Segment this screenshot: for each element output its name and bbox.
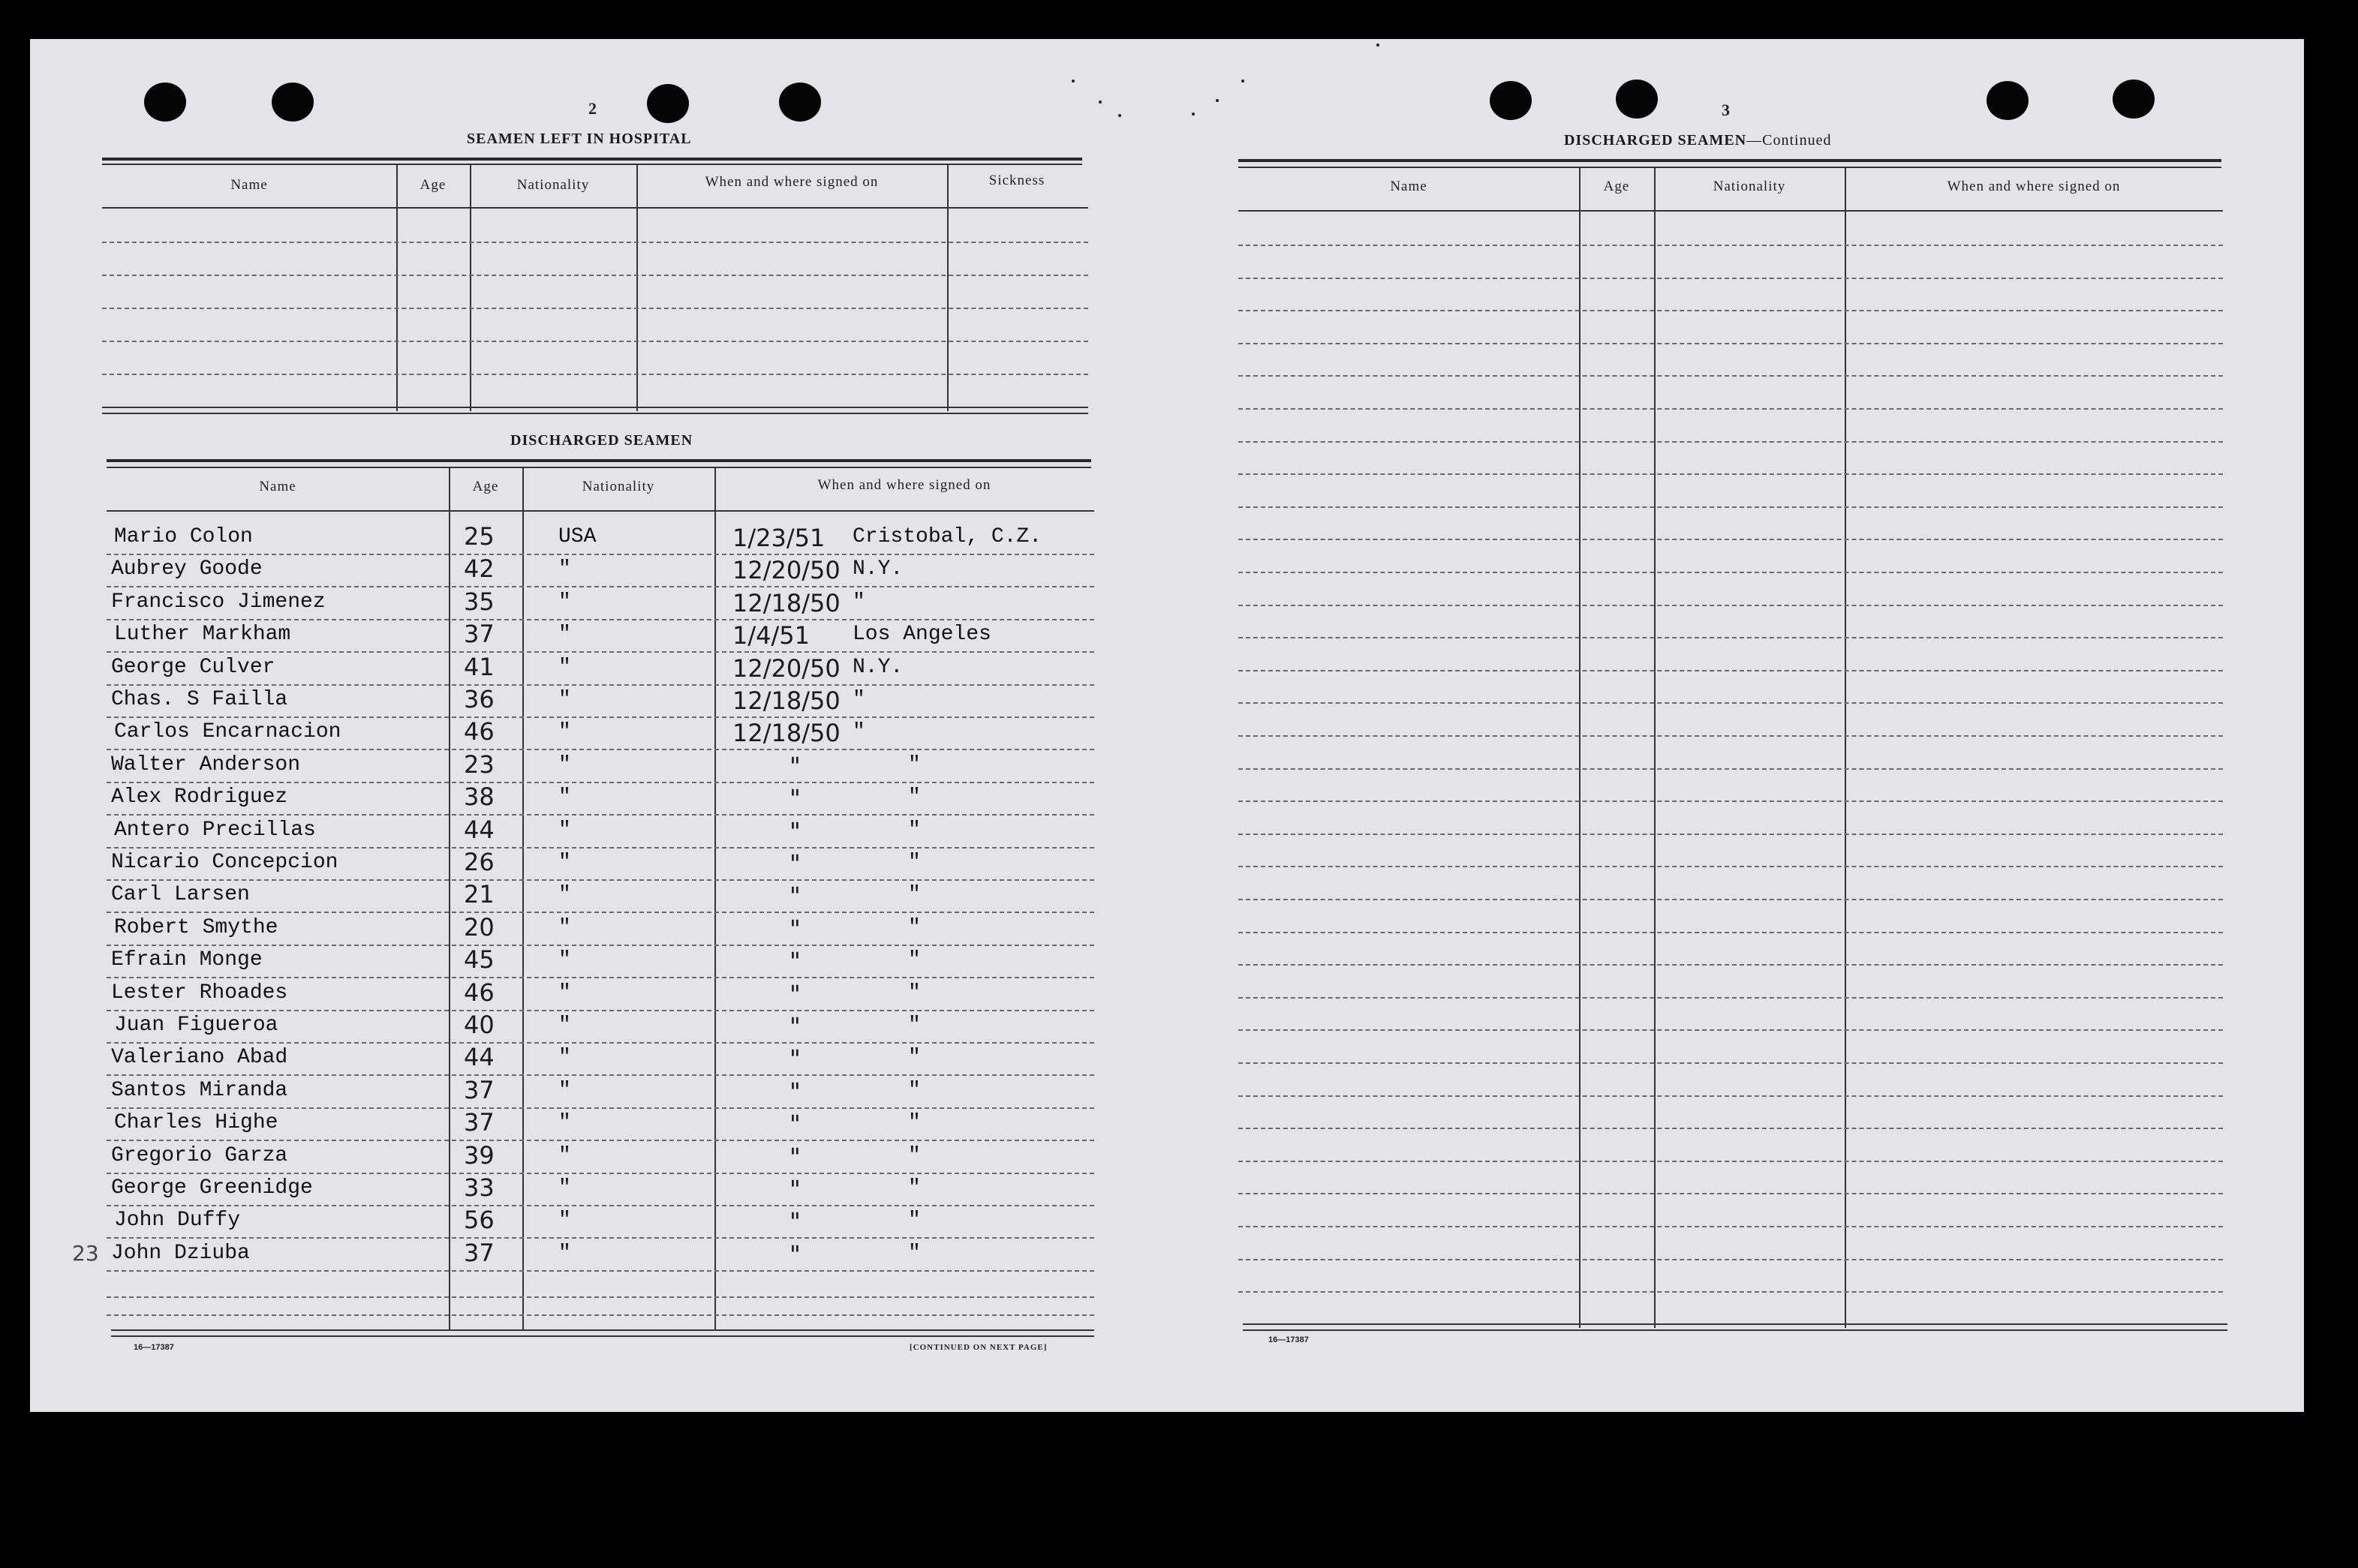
seaman-signed-place: " [908,1144,921,1167]
discharged-top-rule [107,459,1091,462]
margin-count: 23 [72,1241,99,1266]
hospital-bottom-rule-2 [102,413,1088,414]
table-row-rule [1238,964,2223,966]
seaman-signed-date: " [790,915,801,943]
table-row-rule [107,1270,1094,1272]
table-row-rule [1238,1226,2223,1227]
hospital-header-rule [102,207,1088,209]
table-row-rule [1238,278,2223,279]
punch-hole-3 [647,84,689,123]
table-row-rule [1238,735,2223,737]
seaman-name: George Greenidge [111,1176,313,1200]
seaman-name: Chas. S Failla [111,688,288,711]
seaman-age: 56 [464,1206,495,1234]
speck [1216,99,1219,102]
speck [1241,80,1244,83]
seaman-age: 33 [464,1173,495,1202]
seaman-name: Juan Figueroa [114,1014,278,1037]
seaman-name: Aubrey Goode [111,557,263,581]
table-row-rule [107,1107,1094,1109]
right-col-name: Name [1390,179,1427,194]
seaman-signed-place: " [908,819,921,842]
table-row-rule [1238,408,2223,410]
seaman-signed-date: " [790,947,801,975]
seaman-signed-date: " [790,849,801,878]
table-row-rule [1238,1128,2223,1129]
seaman-name: Antero Precillas [114,819,316,842]
seaman-signed-place: N.Y. [853,656,904,679]
table-row-rule [107,977,1094,978]
seaman-signed-place: " [908,1046,921,1069]
table-row-rule [107,1173,1094,1174]
table-row-rule [1238,702,2223,704]
seaman-nationality: " [558,883,571,906]
seaman-nationality: " [558,916,571,939]
seaman-nationality: " [558,720,571,743]
seaman-nationality: " [558,623,571,646]
right-col-divider [1654,167,1656,1328]
table-row-rule [1238,932,2223,933]
seaman-signed-date: " [790,1077,801,1106]
table-row-rule [1238,343,2223,344]
right-col-signed-on: When and where signed on [1947,179,2121,194]
seaman-signed-date: " [790,817,801,846]
hospital-row-rule [102,242,1088,243]
table-row-rule [107,945,1094,946]
table-row-rule [107,912,1094,913]
punch-hole-1 [144,83,186,122]
punch-hole-7 [1987,81,2029,120]
table-row-rule [107,847,1094,849]
seaman-nationality: " [558,948,571,972]
seaman-signed-date: " [790,1110,801,1138]
seaman-signed-date: " [790,1044,801,1073]
page-number-right: 3 [1722,101,1730,119]
continued-note: [CONTINUED ON NEXT PAGE] [910,1343,1048,1352]
table-row-rule [1238,637,2223,638]
seaman-name: John Dziuba [111,1242,250,1265]
seaman-signed-place: " [908,948,921,972]
table-row-rule [107,1010,1094,1011]
seaman-age: 42 [464,554,495,583]
seaman-signed-date: 12/18/50 [732,719,841,747]
hospital-row-rule [102,374,1088,375]
seaman-signed-place: " [853,590,865,614]
seaman-name: Gregorio Garza [111,1144,288,1167]
speck [1072,80,1075,83]
table-row-rule [1238,801,2223,802]
discharged-col-nationality: Nationality [582,479,655,494]
seaman-signed-place: " [908,851,921,874]
seaman-nationality: " [558,819,571,842]
table-row-rule [1238,572,2223,573]
table-row-rule [107,1042,1094,1044]
seaman-signed-date: " [790,784,801,813]
seaman-signed-date: " [790,1207,801,1236]
seaman-age: 36 [464,685,495,713]
seaman-signed-date: 12/20/50 [732,556,841,584]
table-row-rule [1238,375,2223,377]
seaman-signed-place: " [908,916,921,939]
seaman-nationality: " [558,557,571,581]
seaman-age: 37 [464,1076,495,1104]
seaman-name: Alex Rodriguez [111,786,288,809]
table-row-rule [1238,1095,2223,1097]
seaman-name: Walter Anderson [111,753,301,776]
punch-hole-4 [779,83,821,122]
table-row-rule [1238,506,2223,508]
table-row-rule [1238,245,2223,246]
table-row-rule [107,1205,1094,1206]
table-row-rule [1238,1029,2223,1031]
speck [1118,114,1121,117]
seaman-signed-date: " [790,980,801,1008]
table-row-rule [1238,768,2223,770]
seaman-name: Francisco Jimenez [111,590,326,614]
seaman-signed-place: " [908,786,921,809]
table-row-rule [107,782,1094,783]
seaman-signed-place: " [908,883,921,906]
seaman-signed-place: Los Angeles [853,623,991,646]
seaman-age: 20 [464,913,495,942]
seaman-signed-place: " [908,753,921,776]
discharged-col-signed-on: When and where signed on [817,477,991,493]
seaman-name: Santos Miranda [111,1079,288,1102]
table-row-rule [1238,310,2223,311]
table-row-rule [107,554,1094,555]
table-row-rule [107,1140,1094,1141]
right-title-continued: —Continued [1746,132,1832,149]
right-top-rule [1238,159,2221,162]
seaman-nationality: " [558,1176,571,1200]
hospital-col-nationality: Nationality [516,177,590,193]
seaman-nationality: " [558,1209,571,1232]
seaman-age: 44 [464,1043,495,1071]
seaman-signed-place: " [908,1242,921,1265]
page-number-left: 2 [588,99,597,118]
seaman-signed-place: Cristobal, C.Z. [853,525,1042,548]
table-row-rule [1238,1062,2223,1064]
right-col-age: Age [1603,179,1630,194]
seaman-age: 46 [464,978,495,1007]
seaman-signed-date: " [790,752,801,780]
discharged-col-divider [449,467,450,1329]
seaman-nationality: " [558,688,571,711]
right-col-divider [1845,167,1846,1328]
seaman-name: Mario Colon [114,525,253,548]
hospital-col-name: Name [230,177,268,193]
table-row-rule [1238,539,2223,540]
table-row-rule [1238,1193,2223,1194]
punch-hole-8 [2113,80,2155,119]
table-row-rule [1238,997,2223,999]
table-row-rule [1238,1161,2223,1162]
seaman-nationality: " [558,1046,571,1069]
speck [1376,44,1379,47]
seaman-age: 26 [464,848,495,876]
seaman-age: 37 [464,620,495,648]
seaman-nationality: " [558,1242,571,1265]
seaman-age: 37 [464,1108,495,1137]
table-row-rule [107,814,1094,816]
seaman-signed-place: " [853,688,865,711]
discharged-bottom-rule [111,1329,1094,1331]
seaman-age: 37 [464,1239,495,1267]
seaman-signed-place: N.Y. [853,557,904,581]
seaman-name: Valeriano Abad [111,1046,288,1069]
discharged-col-name: Name [259,479,296,494]
seaman-signed-date: " [790,1143,801,1171]
table-row-rule [1238,1291,2223,1293]
seaman-age: 23 [464,750,495,779]
table-row-rule [107,1314,1094,1316]
seaman-signed-place: " [908,1014,921,1037]
right-bottom-rule-2 [1243,1329,2227,1331]
hospital-top-rule-2 [102,164,1082,165]
speck [1192,113,1195,116]
seaman-name: Luther Markham [114,623,291,646]
table-row-rule [1238,473,2223,475]
table-row-rule [107,1296,1094,1298]
seaman-signed-date: 1/23/51 [732,524,826,552]
seaman-nationality: " [558,981,571,1005]
seaman-nationality: " [558,1014,571,1037]
hospital-row-rule [102,275,1088,276]
seaman-age: 35 [464,587,495,616]
seaman-age: 44 [464,816,495,844]
seaman-name: Robert Smythe [114,916,278,939]
seaman-signed-date: 12/20/50 [732,654,841,683]
right-top-rule-2 [1238,167,2221,168]
seaman-nationality: " [558,590,571,614]
table-row-rule [107,684,1094,686]
table-row-rule [107,1237,1094,1239]
seaman-signed-date: " [790,1240,801,1269]
seaman-signed-place: " [908,1209,921,1232]
table-row-rule [107,651,1094,653]
seaman-age: 21 [464,880,495,909]
table-row-rule [107,749,1094,750]
seaman-signed-date: " [790,1012,801,1041]
hospital-top-rule [102,158,1082,161]
seaman-signed-place: " [908,1176,921,1200]
table-row-rule [1238,670,2223,671]
seaman-signed-place: " [908,1079,921,1102]
table-row-rule [107,716,1094,718]
table-row-rule [107,619,1094,620]
seaman-age: 38 [464,782,495,811]
seaman-signed-date: " [790,1175,801,1203]
hospital-section-title: SEAMEN LEFT IN HOSPITAL [467,131,692,147]
table-row-rule [107,586,1094,587]
discharged-col-age: Age [472,479,499,494]
seaman-age: 41 [464,653,495,681]
seaman-nationality: " [558,851,571,874]
seaman-name: George Culver [111,656,275,679]
right-title-main: DISCHARGED SEAMEN [1564,132,1747,149]
discharged-bottom-rule-2 [111,1335,1094,1337]
seaman-age: 46 [464,717,495,746]
table-row-rule [1238,834,2223,835]
seaman-name: John Duffy [114,1209,241,1232]
discharged-header-rule [107,510,1094,512]
table-row-rule [1238,866,2223,867]
right-header-rule [1238,210,2223,212]
seaman-age: 25 [464,522,495,551]
seaman-nationality: " [558,1079,571,1102]
seaman-signed-date: 1/4/51 [732,621,810,650]
table-row-rule [1238,441,2223,443]
form-number-left: 16—17387 [134,1343,174,1352]
form-number-right: 16—17387 [1268,1335,1309,1344]
table-row-rule [1238,605,2223,606]
seaman-signed-place: " [908,1111,921,1134]
punch-hole-6 [1616,80,1658,119]
discharged-top-rule-2 [107,467,1091,468]
hospital-row-rule [102,341,1088,342]
seaman-signed-date: 12/18/50 [732,589,841,617]
seaman-name: Carlos Encarnacion [114,720,341,743]
discharged-col-divider [714,467,716,1329]
table-row-rule [107,1074,1094,1076]
seaman-name: Charles Highe [114,1111,278,1134]
table-row-rule [1238,899,2223,900]
discharged-section-title: DISCHARGED SEAMEN [510,432,693,449]
right-bottom-rule [1243,1323,2227,1325]
seaman-nationality: " [558,753,571,776]
hospital-col-age: Age [420,177,447,193]
seaman-age: 39 [464,1141,495,1170]
seaman-nationality: " [558,786,571,809]
punch-hole-5 [1490,81,1532,120]
hospital-row-rule [102,308,1088,309]
hospital-col-sickness: Sickness [988,173,1045,188]
right-col-nationality: Nationality [1713,179,1786,194]
speck [1099,101,1102,104]
seaman-signed-place: " [853,720,865,743]
seaman-nationality: " [558,1144,571,1167]
seaman-name: Nicario Concepcion [111,851,338,874]
seaman-nationality: " [558,1111,571,1134]
seaman-age: 40 [464,1011,495,1039]
discharged-col-divider [522,467,524,1329]
table-row-rule [1238,1259,2223,1260]
right-col-divider [1579,167,1581,1328]
seaman-name: Carl Larsen [111,883,250,906]
punch-hole-2 [272,83,314,122]
seaman-name: Lester Rhoades [111,981,288,1005]
table-row-rule [107,879,1094,881]
right-section-title [1564,132,1832,149]
seaman-name: Efrain Monge [111,948,263,972]
hospital-col-signed-on: When and where signed on [705,174,879,190]
seaman-nationality: USA [558,525,597,548]
seaman-nationality: " [558,656,571,679]
seaman-signed-date: 12/18/50 [732,686,841,715]
hospital-bottom-rule [102,407,1088,408]
seaman-signed-date: " [790,882,801,910]
seaman-signed-place: " [908,981,921,1005]
seaman-age: 45 [464,945,495,974]
